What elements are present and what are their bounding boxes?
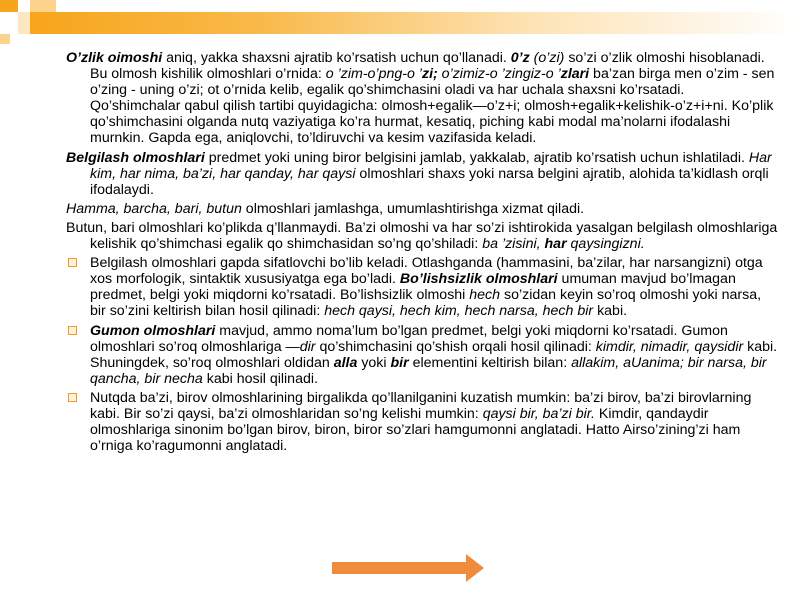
text-run: yoki [357, 354, 391, 371]
square-bullet-icon [68, 326, 77, 335]
paragraph [66, 201, 778, 217]
text-run: so’zi o’zlik olmoshi hisoblanadi. Bu olmosh kishilik olmoshlari o’rnida: [90, 50, 765, 83]
paragraph-group [66, 50, 778, 252]
bullet-item [66, 323, 778, 387]
text-run: dir [299, 338, 316, 355]
text-run: so’zidan keyin so’roq olmoshi yoki narsa, bir so’zini keltirish bilan hosil qilinadi: [90, 287, 762, 320]
text-run: kabi hosil qilinadi. [202, 370, 318, 387]
text-run: allakim, aUanima; bir narsa, bir qancha, bir necha [90, 354, 767, 387]
text-run: O’zlik oimoshi [66, 50, 163, 66]
text-run: qo’shimchasini qo’shish orqali hosil qilinadi: [315, 338, 596, 355]
text-run: Nutqda ba’zi, birov olmoshlarining birgalikda qo’llanilganini kuzatish mumkin: ba’zi birov, ba’zi birovlarning kabi. Bir so’zi qaysi, ba’zi olmoshlaridan so’ng kelishi mumkin: [90, 389, 752, 422]
text-run: kabi. Shuningdek, so’roq olmoshlari oldidan [90, 338, 778, 371]
text-run: Kimdir, qandaydir olmoshlariga sinonim bo’lgan birov, biron, biror so’zlari hamgumonni anglatadi. Hatto Airso’zining’zi ham o’rniga ko’ragumonni anglatadi. [90, 405, 741, 455]
paragraph [66, 220, 778, 252]
deco-square [18, 12, 30, 34]
text-run: Gumon olmoshlari [90, 322, 216, 339]
text-run: predmet yoki uning biror belgisini jamlab, yakkalab, ajratib ko’rsatish uchun ishlatiladi. [204, 149, 749, 166]
text-run: o’zimiz-o ’zingiz-o ’ [437, 66, 561, 83]
orange-gradient-bar [28, 12, 800, 34]
text-run: hech [469, 287, 501, 304]
text-run: alla [333, 354, 358, 371]
text-run: qaysi bir, ba’zi bir. [482, 405, 595, 422]
text-run: ba ’zisini, [482, 236, 545, 253]
text-run: umuman mavjud bo’lmagan predmet, belgi yoki miqdorni ko’rsatadi. Bo’lishsizlik olmoshi [90, 271, 736, 304]
text-run: elementini keltirish bilan: [408, 354, 572, 371]
deco-square [30, 0, 56, 12]
text-run: zi; [421, 66, 438, 83]
text-run: har [544, 236, 567, 253]
text-run: Har kim, har nima, ba’zi, har qanday, har qaysi [90, 149, 772, 182]
text-run: olmoshlari jamlashga, umumlashtirishga xizmat qiladi. [241, 200, 585, 217]
text-run: kabi. [593, 303, 628, 320]
paragraph [66, 150, 778, 198]
text-run: Belgilash olmoshlari [66, 149, 205, 166]
header-decoration [0, 0, 800, 44]
text-run: (o’zi) [529, 50, 565, 66]
text-run: Belgilash olmoshlari gapda sifatlovchi bo’lib keladi. Otlashganda (hammasini, ba’zilar, har narsangizni) otga xos morfologik, sintaktik xususiyatga ega bo’ladi. [90, 255, 763, 288]
text-run: hech qaysi, hech kim, hech narsa, hech bir [324, 303, 594, 320]
text-run: zlari [560, 66, 590, 83]
square-bullet-icon [68, 393, 77, 402]
deco-square [0, 0, 18, 12]
bullet-list [66, 255, 778, 454]
text-run: qaysingizni. [566, 236, 645, 253]
square-bullet-icon [68, 258, 77, 267]
bullet-item [66, 390, 778, 454]
slide-text [66, 50, 778, 457]
text-run: bir [390, 354, 409, 371]
text-run: Bo’lishsizlik olmoshlari [399, 271, 558, 288]
text-run: o ’zim-o’png-o ’ [325, 66, 422, 83]
text-run: aniq, yakka shaxsni ajratib ko’rsatish uchun qo’llanadi. [162, 50, 511, 66]
text-run: olmoshlari shaxs yoki narsa belgini ajratib, alohida ta’kidlash orqli ifodalaydi. [90, 165, 769, 198]
deco-square [0, 34, 10, 44]
text-run: 0’z [510, 50, 530, 66]
right-arrow-icon[interactable] [330, 554, 486, 582]
paragraph [66, 50, 778, 147]
text-run: ba’zan birga men o’zim - sen o’zing - uning o’zi; ot o’rnida kelib, egalik qo’shimchasini oladi va har uchala shaxsni ko’rsatadi. Qo’shimchalar qabul qilish tartibi quyidagicha: olmosh+egalik—o’z+i; olmosh+egalik+kelishik-o’z+i+ni. Ko’plik qo’shimchasini olganda nutq vaziyatiga ko’ra hurmat, kesatiq, piching kabi modal ma’nolarni ifodalashi murnkin. Gapda ega, aniqlovchi, to’ldiruvchi va kesim vazifasida keladi. [90, 66, 775, 147]
text-run: kimdir, nimadir, qaysidir [595, 338, 744, 355]
bullet-item [66, 255, 778, 319]
text-run: mavjud, ammo noma’lum bo’lgan predmet, belgi yoki miqdorni ko’rsatadi. Gumon olmoshlari so’roq olmoshlariga — [90, 322, 728, 355]
text-run: Hamma, barcha, bari, butun [66, 200, 242, 217]
text-run: Butun, bari olmoshlari ko’plikda q’llanmaydi. Ba’zi olmoshi va har so’zi ishtirokida yasalgan belgilash olmoshlariga kelishik qo’shimchasi egalik qo shimchasidan so’ng qo’shiladi: [66, 219, 778, 253]
